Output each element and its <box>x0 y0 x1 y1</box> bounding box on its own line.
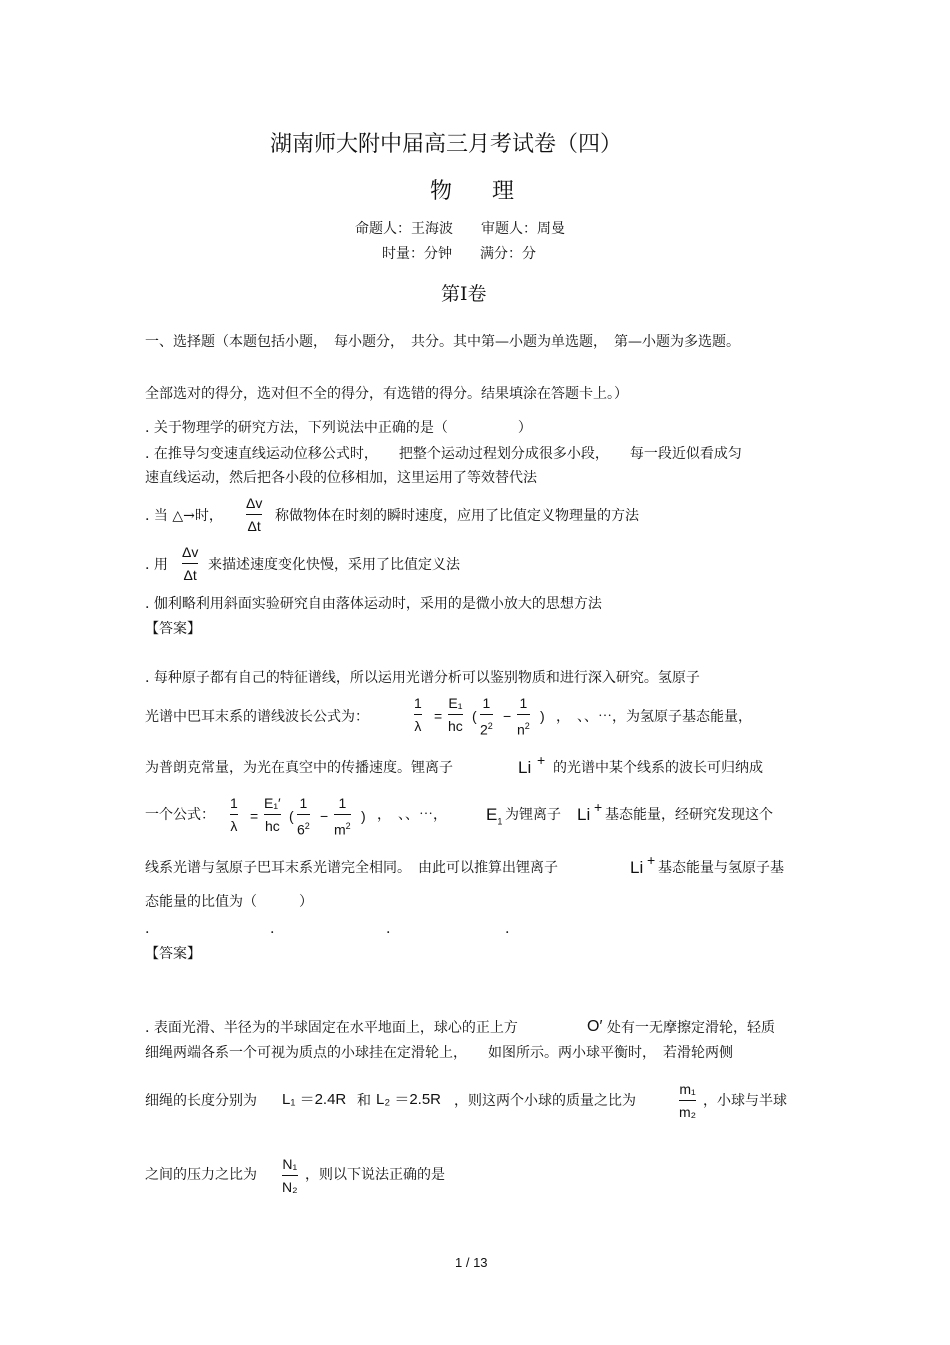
fraction-denominator: Δt <box>183 567 197 583</box>
base: 6 <box>297 821 305 838</box>
plus-superscript: + <box>537 752 546 768</box>
q2-line-1: . 每种原子都有自己的特征谱线，所以运用光谱分析可以鉴别物质和进行深入研究。氢原子 <box>145 670 700 686</box>
q3-line-1-prefix: . 表面光滑、半径为的半球固定在水平地面上，球心的正上方 <box>145 1020 518 1036</box>
q1-option-b-text: 称做物体在时刻的瞬时速度，应用了比值定义物理量的方法 <box>275 508 639 524</box>
numerator-n1: N₁ <box>282 1156 298 1172</box>
q1-option-a-line-1: . 在推导匀变速直线运动位移公式时， 把整个运动过程划分成很多小段， 每一段近似看成匀 <box>145 446 742 462</box>
formula-one-over-six-squared <box>297 794 310 839</box>
e1-prime-symbol <box>486 806 502 830</box>
fraction-bar <box>517 714 530 715</box>
fraction-bar <box>679 1100 696 1101</box>
formula-one-over-lambda <box>414 694 422 735</box>
fraction-bar <box>334 814 351 815</box>
denominator <box>480 717 493 739</box>
fraction-bar <box>480 714 493 715</box>
q2-line-5-prefix: 线系光谱与氢原子巴耳末系光谱完全相同。 由此可以推算出锂离子 <box>145 860 558 876</box>
q1-fraction-dv-dt-2 <box>182 543 198 584</box>
numerator-one: 1 <box>482 695 491 711</box>
e-letter: E <box>486 805 498 824</box>
equals-sign: = <box>250 808 259 824</box>
minus-sign: − <box>320 808 329 824</box>
fraction-bar <box>246 514 262 515</box>
q2-line-2-prefix: 光谱中巴耳末系的谱线波长公式为： <box>145 709 369 725</box>
force-ratio-fraction <box>282 1155 298 1196</box>
q1-option-a-line-2: 速直线运动，然后把各小段的位移相加，这里运用了等效替代法 <box>145 470 537 486</box>
li-symbol-3: Li <box>630 858 644 877</box>
intro-line-1: 一、选择题（本题包括小题， 每小题分， 共分。其中第—小题为单选题， 第—小题为多选题。 <box>145 334 740 350</box>
base: m <box>334 821 346 838</box>
q1-answer-label: 【答案】 <box>145 621 201 637</box>
q2-option-b: . <box>270 921 275 937</box>
denominator-hc: hc <box>448 718 463 734</box>
q1-option-c-prefix: . 用 <box>145 557 168 573</box>
numerator-one: 1 <box>414 695 422 711</box>
fraction-bar <box>448 714 463 715</box>
q3-line-4-prefix: 之间的压力之比为 <box>145 1167 257 1183</box>
exponent: 2 <box>524 721 530 731</box>
denominator-lambda: λ <box>414 718 422 734</box>
q3-line-3-suffix: ，小球与半球 <box>703 1093 787 1109</box>
numerator-e1-prime: E₁′ <box>264 795 281 811</box>
subscript-one: 1 <box>497 816 503 827</box>
q3-line-4-suffix: ，则以下说法正确的是 <box>305 1167 445 1183</box>
open-paren: ( <box>289 808 294 824</box>
formula-one-over-n-squared <box>517 694 530 739</box>
fraction-bar <box>414 714 422 715</box>
exponent: 2 <box>487 721 493 731</box>
section-heading: 第Ⅰ卷 <box>441 283 487 305</box>
numerator-e1: E₁ <box>448 695 463 711</box>
numerator-one: 1 <box>230 795 238 811</box>
numerator-one: 1 <box>519 695 528 711</box>
o-prime-symbol: O′ <box>587 1018 603 1035</box>
q2-line-2-suffix: ， 、、⋯，为氢原子基态能量， <box>556 709 752 725</box>
q2-line-6: 态能量的比值为（ ） <box>145 894 313 910</box>
formula-e1prime-over-hc <box>264 794 281 835</box>
q3-line-3-mid: ，则这两个小球的质量之比为 <box>454 1093 636 1109</box>
subject-title: 物理 <box>430 179 555 204</box>
and-word: 和 <box>357 1093 371 1109</box>
q2-line-3-suffix: 的光谱中某个线系的波长可归纳成 <box>553 760 763 776</box>
time-score-line: 时量：分钟 满分：分 <box>382 246 536 262</box>
exponent: 2 <box>304 821 310 831</box>
minus-sign: − <box>503 708 512 724</box>
q1-option-c-text: 来描述速度变化快慢，采用了比值定义法 <box>208 557 460 573</box>
q2-line-4-text: 为锂离子 <box>505 807 561 823</box>
denominator <box>334 817 351 839</box>
fraction-numerator: Δv <box>182 544 199 560</box>
q1-option-b-prefix: . 当 △→时， <box>145 508 223 524</box>
base: n <box>517 721 525 738</box>
q2-answer-label: 【答案】 <box>145 946 201 962</box>
fraction-bar <box>297 814 310 815</box>
li-symbol-2: Li <box>577 805 591 824</box>
close-paren: ) <box>540 708 545 724</box>
formula-e1-over-hc <box>448 694 463 735</box>
fraction-bar <box>182 563 198 564</box>
denominator-lambda: λ <box>230 818 238 834</box>
formula-one-over-lambda <box>230 794 238 835</box>
q2-line-4-prefix: 一个公式： <box>145 807 215 823</box>
q1-fraction-dv-dt <box>246 494 262 535</box>
page-title: 湖南师大附中届高三月考试卷（四） <box>270 132 623 157</box>
exponent: 2 <box>345 821 351 831</box>
numerator-one: 1 <box>338 795 347 811</box>
formula-one-over-two-squared <box>480 694 493 739</box>
denominator-m2: m₂ <box>679 1104 697 1120</box>
q1-stem: . 关于物理学的研究方法，下列说法中正确的是（ ） <box>145 420 532 436</box>
fraction-bar <box>282 1175 298 1176</box>
l2-equation: L₂ ＝2.5R <box>376 1091 442 1108</box>
l1-equation: L₁ ＝2.4R <box>282 1091 347 1108</box>
formula-one-over-m-squared <box>334 794 351 839</box>
q3-line-3-prefix: 细绳的长度分别为 <box>145 1093 257 1109</box>
plus-superscript-2: + <box>594 799 603 815</box>
q3-line-2: 细绳两端各系一个可视为质点的小球挂在定滑轮上， 如图所示。两小球平衡时， 若滑轮两侧 <box>145 1045 733 1061</box>
close-paren: ) <box>361 808 366 824</box>
q2-option-d: . <box>505 921 510 937</box>
q1-option-d: . 伽利略利用斜面实验研究自由落体运动时，采用的是微小放大的思想方法 <box>145 596 602 612</box>
mass-ratio-fraction <box>679 1080 696 1121</box>
denominator-hc: hc <box>264 818 280 834</box>
q2-line-5-suffix: 基态能量与氢原子基 <box>658 860 784 876</box>
fraction-numerator: Δv <box>246 495 263 511</box>
q3-line-1-suffix: 处有一无摩擦定滑轮，轻质 <box>607 1020 775 1036</box>
q2-line-3-prefix: 为普朗克常量，为光在真空中的传播速度。锂离子 <box>145 760 453 776</box>
fraction-bar <box>264 814 281 815</box>
q2-option-c: . <box>386 921 391 937</box>
denominator <box>517 717 530 739</box>
li-symbol: Li <box>518 758 532 777</box>
denominator <box>297 817 310 839</box>
numerator-one: 1 <box>299 795 308 811</box>
intro-line-2: 全部选对的得分，选对但不全的得分，有选错的得分。结果填涂在答题卡上。） <box>145 386 628 402</box>
q2-line-4-suffix: 基态能量，经研究发现这个 <box>605 807 773 823</box>
plus-superscript-3: + <box>647 852 656 868</box>
page-number: 1 / 13 <box>455 1255 488 1270</box>
denominator-n2: N₂ <box>282 1179 298 1195</box>
authors-line: 命题人：王海波 审题人：周曼 <box>355 221 565 237</box>
fraction-bar <box>230 814 238 815</box>
base: 2 <box>480 721 488 738</box>
open-paren: ( <box>472 708 477 724</box>
fraction-denominator: Δt <box>247 518 261 534</box>
equals-sign: = <box>434 708 443 724</box>
q2-line-4-mid: ， 、、⋯， <box>377 807 447 823</box>
numerator-m1: m₁ <box>679 1081 696 1097</box>
q2-option-a: . <box>145 921 150 937</box>
